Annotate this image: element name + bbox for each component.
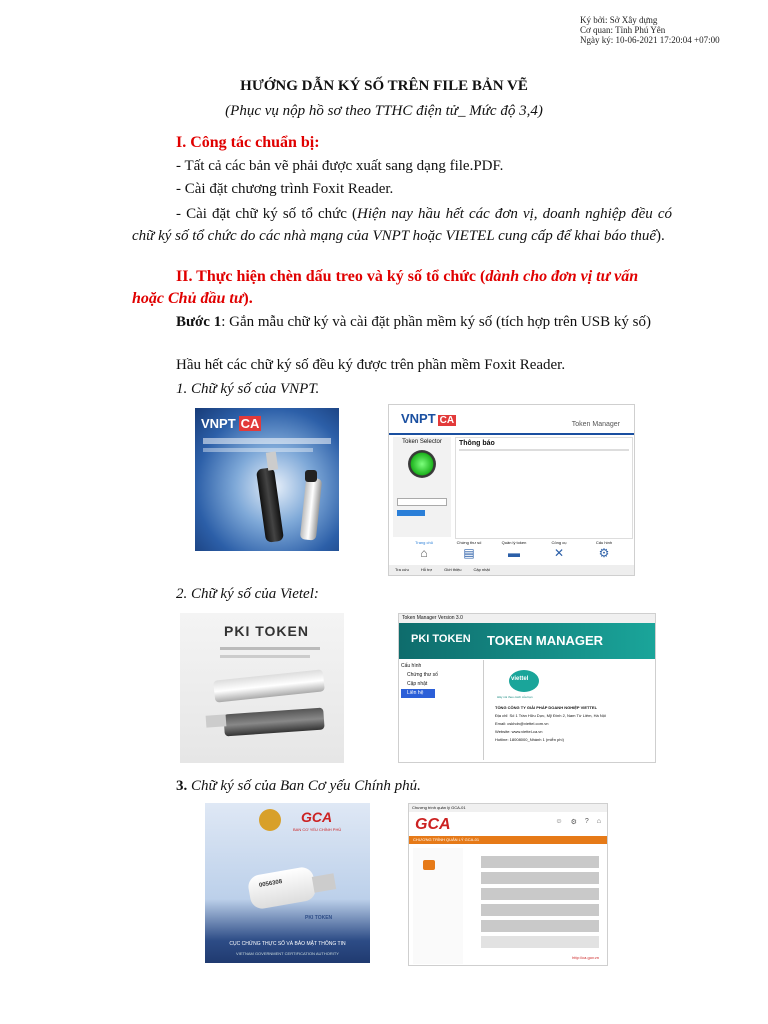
gear-icon: ⚙ (598, 546, 610, 560)
help-icon[interactable]: ? (584, 818, 589, 825)
digital-signature-info (580, 15, 720, 45)
gca-menu-item-2[interactable] (481, 872, 599, 884)
step1-text: : Gắn mẫu chữ ký và cài đặt phần mềm ký số (tích hợp trên USB ký số) (221, 314, 651, 330)
item3-text: - Cài đặt chữ ký số tổ chức ( (176, 206, 358, 222)
token-serial: 0056308 (258, 879, 283, 889)
viettel-window-title: Token Manager Version 3.0 (399, 614, 655, 623)
gca-side-panel (413, 848, 463, 964)
settings-icon[interactable]: ⚙ (570, 819, 577, 826)
vnpt-usb-photo (195, 408, 339, 551)
tree-certificate[interactable]: Chứng thư số (407, 672, 438, 678)
viettel-logo-text: viettel (511, 676, 529, 682)
section1-item2: - Cài đặt chương trình Foxit Reader. (176, 181, 394, 197)
viettel-tree (401, 662, 481, 698)
viettel-contact-info (495, 704, 653, 744)
gca-token-label: PKI TOKEN (305, 915, 333, 921)
caption-gca-number: 3. (176, 778, 188, 794)
viettel-token-manager-screenshot (398, 613, 656, 763)
gca-menu (481, 856, 599, 948)
token-status-light (408, 450, 436, 478)
token-icon (423, 860, 435, 870)
status-about[interactable]: Giới thiệu (444, 567, 462, 572)
gca-toolbar (555, 818, 601, 826)
status-support[interactable]: Hỗ trợ (420, 567, 433, 572)
usb-token-silver (300, 477, 322, 540)
notification-heading: Thông báo (459, 440, 495, 447)
section1-item1: - Tất cả các bản vẽ phải được xuất sang dạng file.PDF. (176, 158, 504, 174)
status-lookup[interactable]: Tra cứu (395, 567, 409, 572)
gca-menu-item-3[interactable] (481, 888, 599, 900)
gca-app-logo: GCA (415, 816, 451, 833)
section2-heading-end: ). (243, 290, 253, 307)
gca-usb-photo (205, 803, 370, 963)
home-icon[interactable]: ⌂ (596, 818, 601, 825)
gca-program-bar (409, 836, 607, 844)
nav-token[interactable]: Quản lý token ▬ (499, 539, 529, 560)
token-selector-label: Token Selector (402, 439, 442, 445)
usb-token-white (247, 866, 318, 911)
viettel-company: TỔNG CÔNG TY GIẢI PHÁP DOANH NGHIỆP VIETTEL (495, 705, 598, 710)
section1-item3 (132, 203, 672, 247)
viettel-usb-photo (180, 613, 344, 763)
viettel-hotline: Hotline: 18008000_Nhánh 1 (miễn phí) (495, 737, 564, 742)
section2-heading (132, 266, 672, 310)
usb-token-dark (223, 708, 324, 737)
caption-viettel: 2. Chữ ký số của Vietel: (176, 586, 319, 602)
token-dropdown[interactable] (397, 498, 447, 506)
user-icon[interactable]: ☺ (555, 818, 563, 825)
tree-contact[interactable]: Liên hệ (401, 689, 435, 698)
vnpt-status-bar (389, 565, 634, 575)
agency: Cơ quan: Tỉnh Phú Yên (580, 25, 666, 35)
viettel-address: Địa chỉ: Số 1 Trần Hữu Dực, Mỹ Đình 2, Nam Từ Liêm, Hà Nội (495, 713, 606, 718)
gca-menu-item-5[interactable] (481, 920, 599, 932)
item3-italic: Hiện nay hầu hết các đơn vị, doanh nghiệp đều có chữ ký số tổ chức do các nhà mạng của VNPT hoặc VIETEL cung cấp để khai báo thuế (132, 206, 672, 244)
nav-settings[interactable]: Cấu hình ⚙ (589, 539, 619, 560)
vnpt-token-manager-screenshot (388, 404, 635, 576)
gca-footer-line1: CỤC CHỨNG THỰC SỐ VÀ BẢO MẬT THÔNG TIN (229, 941, 346, 947)
caption-gca (176, 775, 421, 797)
section2-heading-main: II. Thực hiện chèn dấu treo và ký số tổ chức ( (176, 268, 486, 285)
document-title: HƯỚNG DẪN KÝ SỐ TRÊN FILE BẢN VẼ (240, 78, 528, 94)
tools-icon: ✕ (553, 546, 565, 560)
step1-paragraph (132, 311, 672, 333)
item3-end: ). (656, 228, 665, 244)
viettel-pki-logo: PKI TOKEN (411, 633, 471, 645)
caption-gca-text: Chữ ký số của Ban Cơ yếu Chính phủ. (187, 778, 421, 794)
tree-update[interactable]: Cập nhật (407, 681, 428, 687)
token-login-button[interactable] (397, 510, 425, 516)
gca-url[interactable]: http://ca.gov.vn (572, 955, 599, 960)
viettel-header (399, 623, 655, 659)
document-icon: ▤ (463, 546, 475, 560)
viettel-slogan: Hãy nói theo cách của bạn (497, 695, 533, 699)
viettel-box-logo: PKI TOKEN (224, 623, 309, 639)
viettel-email: Email: cskhdn@viettel.com.vn (495, 721, 549, 726)
step1-label: Bước 1 (176, 314, 222, 330)
home-icon: ⌂ (420, 546, 428, 560)
vnpt-nav-bar (409, 539, 619, 560)
emblem-icon (259, 809, 281, 831)
section2-heading-italic: dành cho đơn vị tư vấn hoặc Chủ đầu tư (132, 268, 639, 307)
usb-icon: ▬ (508, 546, 520, 560)
note-paragraph: Hầu hết các chữ ký số đều ký được trên phần mềm Foxit Reader. (176, 357, 566, 373)
sign-date: Ngày ký: 10-06-2021 17:20:04 +07:00 (580, 35, 720, 45)
usb-token-silver-1 (213, 669, 325, 702)
gca-menu-item-1[interactable] (481, 856, 599, 868)
caption-vnpt: 1. Chữ ký số của VNPT. (176, 381, 320, 397)
gca-footer-line2: VIETNAM GOVERNMENT CERTIFICATION AUTHORITY (236, 951, 339, 956)
section1-heading: I. Công tác chuẩn bị: (176, 134, 320, 151)
vnpt-app-title: Token Manager (571, 421, 620, 428)
nav-tools[interactable]: Công cụ ✕ (544, 539, 574, 560)
viettel-header-title: TOKEN MANAGER (487, 633, 604, 648)
nav-home[interactable]: Trang chủ ⌂ (409, 539, 439, 560)
usb-token-black (256, 467, 284, 543)
document-subtitle: (Phục vụ nộp hồ sơ theo TTHC điện tử_ Mức độ 3,4) (225, 103, 543, 119)
gca-menu-item-4[interactable] (481, 904, 599, 916)
vnpt-app-logo: VNPT CA (401, 411, 455, 426)
vnpt-logo-text: VNPT CA (201, 416, 260, 431)
status-update[interactable]: Cập nhật (473, 567, 490, 572)
gca-window-title: Chương trình quản lý GCA-01 (409, 804, 607, 812)
viettel-website: Website: www.viettel-ca.vn (495, 729, 543, 734)
signer: Ký bởi: Sở Xây dựng (580, 15, 658, 25)
gca-photo-org: BAN CƠ YẾU CHÍNH PHỦ (293, 827, 342, 832)
gca-menu-item-6[interactable] (481, 936, 599, 948)
notification-panel (455, 437, 633, 539)
gca-photo-logo: GCA (301, 809, 333, 825)
tree-config[interactable]: Cấu hình (401, 663, 422, 669)
gca-program-title: CHƯƠNG TRÌNH QUẢN LÝ GCA-01 (413, 837, 480, 842)
nav-certificate[interactable]: Chứng thư số ▤ (454, 539, 484, 560)
gca-manager-screenshot (408, 803, 608, 966)
token-selector-panel (393, 437, 451, 537)
